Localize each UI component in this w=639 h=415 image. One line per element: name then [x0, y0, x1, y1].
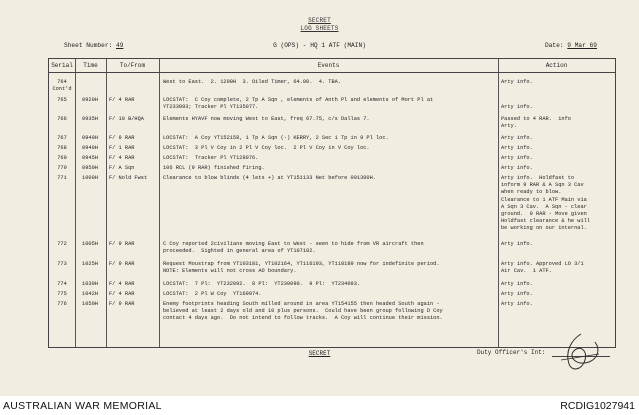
signature-scribble	[555, 330, 605, 376]
action-cell: Arty info. Approved LO 3/1 Air Cav. 1 ATF.	[501, 261, 584, 275]
document-title: LOG SHEETS	[300, 25, 339, 32]
from-cell: F/ 9 RAR	[109, 135, 135, 141]
event-cell: C Coy reported 2civilians moving East to West - seen to hide from VR aircraft then proceeded. Sighted in general area of YT107182.	[163, 241, 424, 255]
column-divider	[159, 59, 160, 347]
log-table	[48, 58, 616, 348]
action-cell: Arty info.	[501, 155, 533, 161]
sheet-number-value: 49	[116, 42, 124, 49]
date-label: Date:	[544, 42, 564, 49]
col-header-to-from: To/From	[119, 62, 146, 69]
event-cell: LOCSTAT: 2 Pl W Coy YT169074.	[163, 291, 262, 297]
archive-name: AUSTRALIAN WAR MEMORIAL	[3, 400, 162, 412]
event-cell: Enemy footprints heading South milled around in area YT154155 then headed South again - believed at least 2 days old and 10 plus persons. Could have been group following D Coy contact 4 days ago. Do not intend to follow tracks. A Coy will continue their mission.	[163, 301, 443, 322]
event-cell: Clearance to blow blinds (4 lets +) at YT151133 Net before 091300H.	[163, 175, 376, 181]
event-cell: LOCSTAT: C Coy complete, 2 Tp A Sqn , elements of Anth Pl and elements of Mort Pl at YT233093; Tracker Pl YT135077.	[163, 97, 434, 111]
serial-cell: 769	[57, 155, 67, 161]
archive-reference: RCDIG1027941	[560, 400, 635, 412]
event-cell: Elements HYAVF now moving West to East, freq 67.75, c/s Dallas 7.	[163, 116, 370, 122]
classification-bottom: SECRET	[308, 350, 331, 357]
archive-footer	[0, 396, 639, 415]
event-cell: LOCSTAT: Tracker Pl YT128076.	[163, 155, 259, 161]
action-cell: Arty info.	[501, 145, 533, 151]
column-divider	[498, 59, 499, 347]
time-cell: 1000H	[82, 175, 98, 181]
serial-cell: 775	[57, 291, 67, 297]
event-cell: 106 RCL (9 RAR) finished firing.	[163, 165, 265, 171]
event-cell: West to East. 2. 1200H 3. Oiled Timer, 64.00. 4. TBA.	[163, 79, 342, 85]
event-cell: LOCSTAT: 7 Pl: YT232092. 8 Pl: YT230090. 9 Pl: YT234093.	[163, 281, 361, 287]
action-cell: Arty info.	[501, 301, 533, 307]
action-cell: Arty info.	[501, 281, 533, 287]
event-cell: LOCSTAT: A Coy YT152158, 1 Tp A Sqn (-) KERRY, 2 Sec 1 Tp in 9 Pl loc.	[163, 135, 389, 141]
serial-cell: 764 Cont'd	[52, 79, 72, 93]
date-value: 9 Mar 69	[567, 42, 597, 49]
time-cell: 1042H	[82, 291, 98, 297]
sheet-number-label: Sheet Number:	[64, 42, 113, 49]
col-header-action: Action	[545, 62, 568, 69]
action-cell: Arty info. Holdfast to inform 9 RAR & A Sqn 3 Cav when ready to blow. Clearance to 1 ATF Main via A Sqn 3 Cav. A Sqn - clear ground. 9 RAR - Move given Holdfast clearance & he will be working on our internal.	[501, 175, 591, 232]
serial-cell: 766	[57, 116, 67, 122]
classification-top: SECRET	[308, 17, 331, 24]
event-cell: LOCSTAT: 3 Pl V Coy in 2 Pl V Coy loc. 2 Pl V Coy in V Coy loc.	[163, 145, 370, 151]
action-cell: Passed to 4 RAR. info Arty.	[501, 116, 571, 130]
column-divider	[75, 59, 76, 347]
time-cell: 1005H	[82, 241, 98, 247]
from-cell: F/ 10 B/HQA	[109, 116, 144, 122]
serial-cell: 773	[57, 261, 67, 267]
serial-cell: 776	[57, 301, 67, 307]
from-cell: F/ 9 RAR	[109, 241, 135, 247]
serial-cell: 771	[57, 175, 67, 181]
serial-cell: 767	[57, 135, 67, 141]
serial-cell: 768	[57, 145, 67, 151]
date-field	[545, 42, 597, 49]
duty-officer-label: Duty Officer's Int:	[477, 349, 546, 356]
from-cell: F/ 4 RAR	[109, 281, 135, 287]
time-cell: 0950H	[82, 165, 98, 171]
action-cell: Arty info.	[501, 79, 533, 85]
col-header-time: Time	[83, 62, 98, 69]
from-cell: F/ 9 RAR	[109, 261, 135, 267]
action-cell: Arty info.	[501, 104, 533, 110]
col-header-events: Events	[317, 62, 340, 69]
column-divider	[106, 59, 107, 347]
from-cell: F/ 4 RAR	[109, 97, 135, 103]
action-cell: Arty info.	[501, 165, 533, 171]
from-cell: F/ Nold Fwst	[109, 175, 148, 181]
time-cell: 0920H	[82, 97, 98, 103]
action-cell: Arty info.	[501, 291, 533, 297]
table-header	[49, 59, 615, 73]
from-cell: F/ A Sqn	[109, 165, 135, 171]
serial-cell: 774	[57, 281, 67, 287]
serial-cell: 765	[57, 97, 67, 103]
serial-cell: 770	[57, 165, 67, 171]
from-cell: F/ 4 RAR	[109, 291, 135, 297]
from-cell: F/ 9 RAR	[109, 301, 135, 307]
time-cell: 0940H	[82, 135, 98, 141]
time-cell: 1025H	[82, 261, 98, 267]
time-cell: 1050H	[82, 301, 98, 307]
action-cell: Arty info.	[501, 241, 533, 247]
time-cell: 0935H	[82, 116, 98, 122]
time-cell: 0940H	[82, 145, 98, 151]
from-cell: F/ 4 RAR	[109, 155, 135, 161]
col-header-serial: Serial	[51, 62, 73, 69]
time-cell: 0945H	[82, 155, 98, 161]
unit-name: G (OPS) - HQ 1 ATF (MAIN)	[273, 42, 366, 49]
from-cell: F/ 1 RAR	[109, 145, 135, 151]
action-cell: Arty info.	[501, 135, 533, 141]
serial-cell: 772	[57, 241, 67, 247]
event-cell: Request Moustrap from YT103181, YT102164, YT116193, YT118189 now for indefinite period. NOTE: Elements will not cross AO boundary.	[163, 261, 440, 275]
time-cell: 1030H	[82, 281, 98, 287]
